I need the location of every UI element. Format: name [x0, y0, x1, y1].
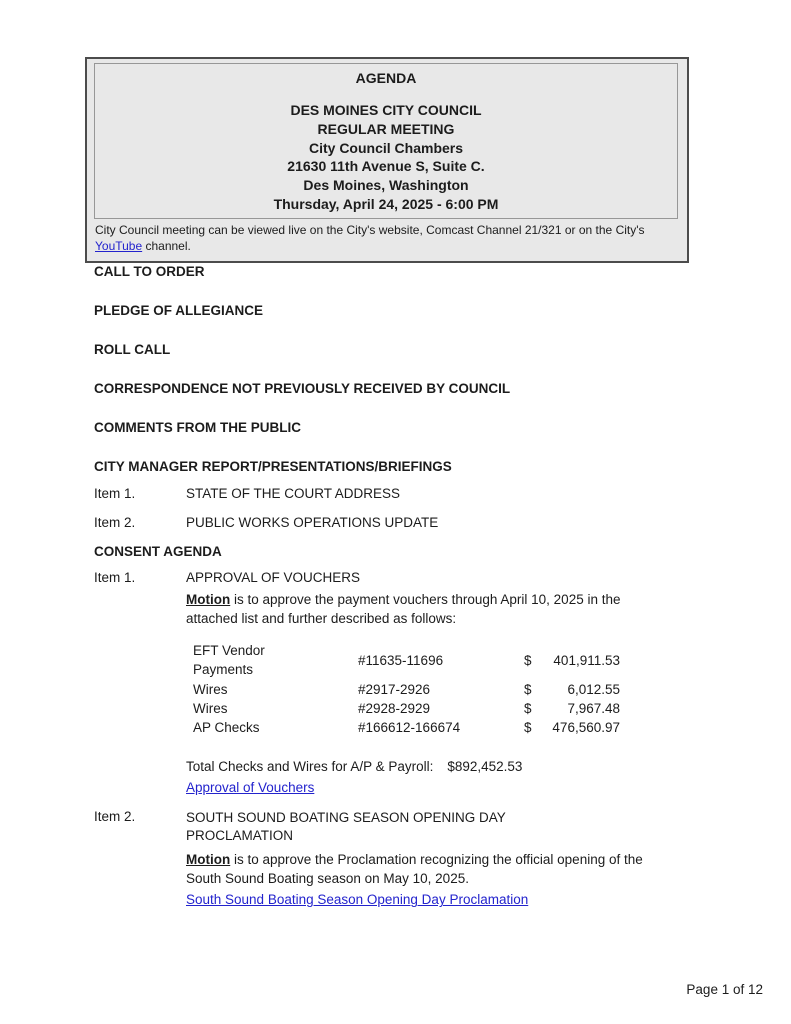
voucher-amount: [524, 651, 620, 670]
approval-of-vouchers-link[interactable]: Approval of Vouchers: [186, 780, 315, 796]
currency-sign: $: [524, 700, 532, 716]
heading-public-comments: COMMENTS FROM THE PUBLIC: [94, 420, 301, 435]
viewing-info-note: [87, 219, 687, 261]
heading-pledge-of-allegiance: PLEDGE OF ALLEGIANCE: [94, 303, 264, 318]
item-label: Item 2.: [94, 515, 136, 530]
currency-sign: $: [524, 720, 532, 736]
voucher-amount: [524, 680, 620, 699]
item-label: Item 1.: [94, 486, 136, 501]
amount-value: 7,967.48: [567, 700, 620, 716]
item-title: STATE OF THE COURT ADDRESS: [186, 486, 401, 501]
voucher-range: #2917-2926: [358, 681, 431, 697]
consent-item-1: [94, 570, 714, 795]
meeting-address-line: 21630 11th Avenue S, Suite C.: [287, 158, 485, 175]
meeting-city-line: Des Moines, Washington: [303, 177, 469, 194]
voucher-range: #2928-2929: [358, 700, 431, 716]
meeting-venue-line: City Council Chambers: [308, 139, 464, 156]
item-label: Item 2.: [94, 809, 136, 825]
item-title: APPROVAL OF VOUCHERS: [186, 570, 361, 585]
vouchers-total-line: [186, 759, 714, 774]
voucher-amount: [524, 718, 620, 737]
currency-sign: $: [524, 652, 532, 668]
proclamation-attachment: [186, 892, 714, 907]
heading-correspondence: CORRESPONDENCE NOT PREVIOUSLY RECEIVED BY COUNCIL: [94, 381, 511, 396]
city-manager-item-2: [94, 515, 714, 530]
amount-value: 476,560.97: [552, 720, 620, 736]
motion-word: Motion: [186, 852, 231, 868]
voucher-row: [193, 680, 714, 699]
voucher-type: AP Checks: [193, 720, 260, 736]
meeting-org-line: DES MOINES CITY COUNCIL: [290, 102, 482, 118]
heading-call-to-order: CALL TO ORDER: [94, 264, 205, 279]
voucher-amount: [524, 699, 620, 718]
title-gap: [99, 88, 673, 101]
item-title: PUBLIC WORKS OPERATIONS UPDATE: [186, 515, 439, 530]
meeting-type-line: REGULAR MEETING: [317, 120, 455, 137]
consent-item-2-body: [186, 809, 714, 907]
note-prefix: City Council meeting can be viewed live on the City's website, Comcast Channel 21/321 or on the City's: [95, 222, 645, 237]
voucher-row: [193, 718, 714, 737]
motion-text: is to approve the Proclamation recognizing the official opening of the South Sound Boating season on May 10, 2025.: [186, 852, 643, 887]
amount-value: 6,012.55: [567, 681, 620, 697]
voucher-type: EFT Vendor Payments: [193, 643, 265, 678]
consent-item-1-body: [186, 570, 714, 795]
voucher-range: #166612-166674: [358, 720, 461, 736]
heading-consent-agenda: CONSENT AGENDA: [94, 544, 222, 559]
voucher-table: [193, 641, 714, 737]
agenda-title: AGENDA: [355, 70, 417, 86]
total-amount: $892,452.53: [447, 759, 523, 775]
vouchers-attachment: [186, 780, 714, 795]
motion-word: Motion: [186, 592, 231, 607]
motion-paragraph: [186, 590, 667, 628]
item-label: Item 1.: [94, 570, 136, 585]
page-number: Page 1 of 12: [686, 982, 763, 997]
heading-city-manager-report: CITY MANAGER REPORT/PRESENTATIONS/BRIEFINGS: [94, 459, 452, 474]
youtube-link[interactable]: YouTube: [95, 239, 143, 254]
boating-proclamation-link[interactable]: South Sound Boating Season Opening Day Proclamation: [186, 892, 529, 908]
agenda-body: [94, 264, 714, 921]
voucher-row: [193, 699, 714, 718]
item-title: SOUTH SOUND BOATING SEASON OPENING DAY PROCLAMATION: [186, 810, 506, 844]
voucher-row: [193, 641, 714, 680]
consent-item-2: [94, 809, 714, 907]
meeting-datetime-line: Thursday, April 24, 2025 - 6:00 PM: [273, 195, 499, 212]
voucher-range: #11635-11696: [358, 652, 444, 668]
motion-text: is to approve the payment vouchers through April 10, 2025 in the attached list and further described as follows:: [186, 592, 621, 626]
amount-value: 401,911.53: [553, 652, 620, 668]
note-suffix: channel.: [142, 239, 191, 254]
voucher-type: Wires: [193, 681, 228, 697]
voucher-type: Wires: [193, 700, 228, 716]
heading-roll-call: ROLL CALL: [94, 342, 171, 357]
currency-sign: $: [524, 681, 532, 697]
agenda-header-box: [85, 57, 689, 263]
city-manager-item-1: [94, 486, 714, 501]
agenda-header-inner: [94, 63, 678, 219]
motion-paragraph: [186, 850, 667, 888]
total-label: Total Checks and Wires for A/P & Payroll:: [186, 759, 434, 775]
